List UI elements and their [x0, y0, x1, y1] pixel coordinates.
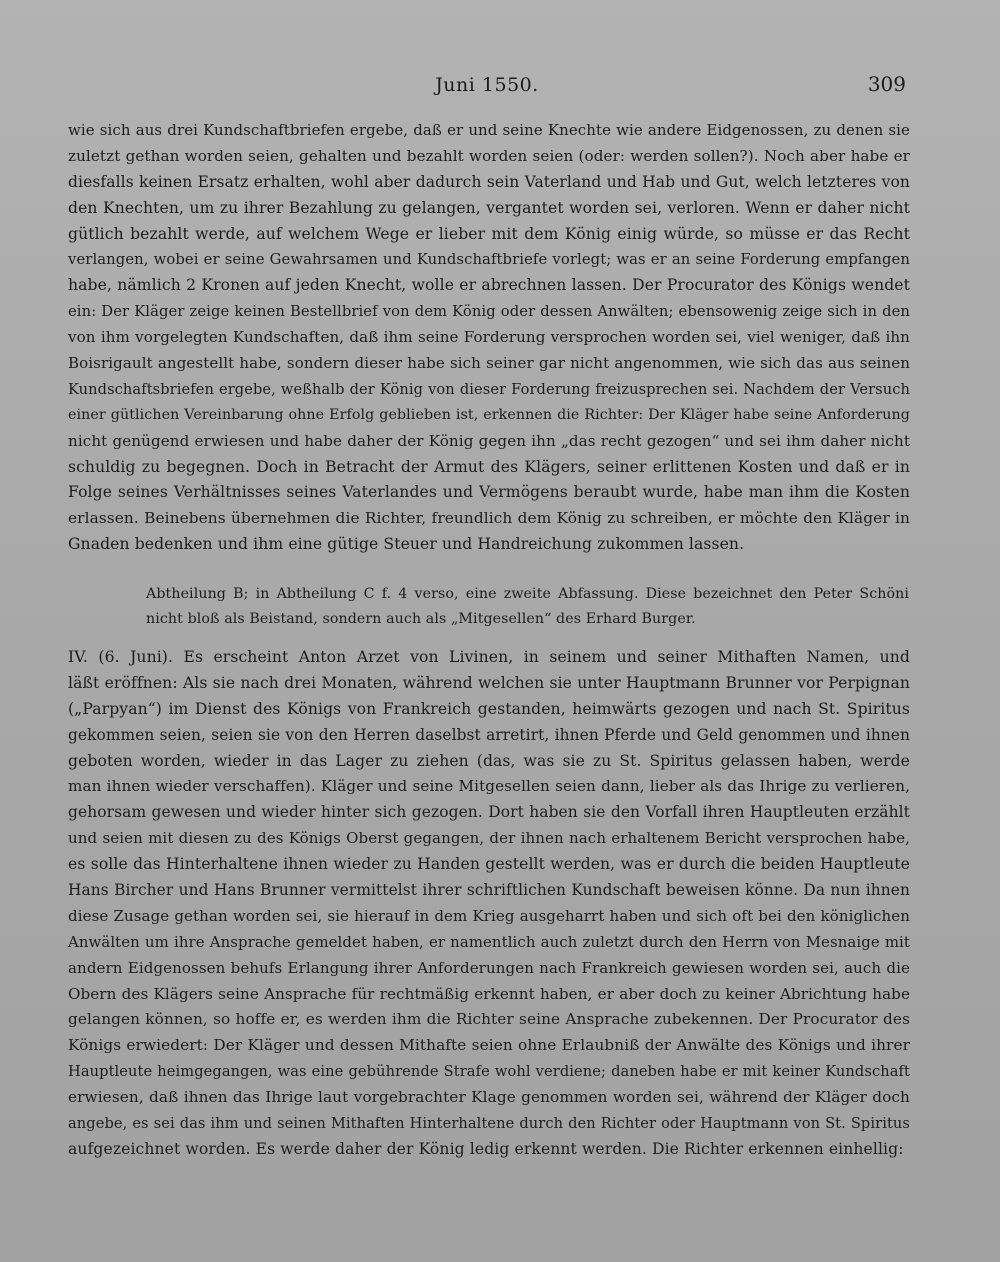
- text-line: aufgezeichnet worden. Es werde daher der König ledig erkennt werden. Die Richter erkennen einhellig:: [68, 1139, 904, 1158]
- page-number: 309: [867, 72, 906, 96]
- text-line: Abtheilung B; in Abtheilung C f. 4 verso, eine zweite Abfassung. Diese bezeichnet den Peter Schöni: [146, 586, 909, 602]
- text-line: Kundschaftsbriefen ergebe, weßhalb der König von dieser Forderung freizusprechen sei. Nachdem der Versuch: [68, 380, 910, 398]
- text-line: ein: Der Kläger zeige keinen Bestellbrief von dem König oder dessen Anwälten; ebensowenig zeige sich in den: [68, 303, 910, 321]
- text-line: zuletzt gethan worden seien, gehalten und bezahlt worden seien (oder: werden sollen?). Noch aber habe er: [68, 146, 910, 165]
- text-line: von ihm vorgelegten Kundschaften, daß ihm seine Forderung versprochen worden sei, viel weniger, daß ihn: [68, 328, 910, 347]
- text-line: gehorsam gewesen und wieder hinter sich gezogen. Dort haben sie den Vorfall ihren Hauptleuten erzählt: [68, 803, 910, 822]
- text-line: Hans Bircher und Hans Brunner vermittelst ihrer schriftlichen Kundschaft beweisen könne. Da nun ihnen: [68, 881, 910, 900]
- paragraph-continuation: [68, 118, 910, 558]
- text-line: erwiesen, daß ihnen das Ihrige laut vorgebrachter Klage genommen worden sei, während der Kläger doch: [68, 1088, 910, 1107]
- text-line: Hauptleute heimgegangen, was eine gebührende Strafe wohl verdiene; daneben habe er mit keiner Kundschaft: [68, 1063, 910, 1081]
- text-line: Folge seines Verhältnisses seines Vaterlandes und Vermögens beraubt wurde, habe man ihm die Kosten: [68, 483, 910, 502]
- text-line: man ihnen wieder verschaffen). Kläger und seine Mitgesellen seien dann, lieber als das Ihrige zu verlieren,: [68, 777, 910, 796]
- text-line: nicht genügend erwiesen und habe daher der König gegen ihn „das recht gezogen“ und sei ihm daher nicht: [68, 431, 910, 450]
- text-line: es solle das Hinterhaltene ihnen wieder zu Handen gestellt werden, was er durch die beiden Hauptleute: [68, 855, 910, 874]
- text-line: nicht bloß als Beistand, sondern auch als „Mitgesellen“ des Erhard Burger.: [146, 611, 696, 627]
- text-line: einer gütlichen Vereinbarung ohne Erfolg geblieben ist, erkennen die Richter: Der Kläger habe seine Anforderung: [68, 406, 910, 423]
- text-line: den Knechten, um zu ihrer Bezahlung zu gelangen, vergantet worden sei, verloren. Wenn er daher nicht: [68, 198, 910, 217]
- text-line: diese Zusage gethan worden sei, sie hierauf in dem Krieg ausgeharrt haben und sich oft bei den königlichen: [68, 906, 910, 925]
- paragraph-section-iv: [68, 645, 910, 1163]
- running-title: Juni 1550.: [435, 74, 539, 96]
- text-line: erlassen. Beinebens übernehmen die Richter, freundlich dem König zu schreiben, er möchte den Kläger in: [68, 509, 910, 528]
- text-line: Anwälten um ihre Ansprache gemeldet haben, er namentlich auch zuletzt durch den Herrn von Mesnaige mit: [68, 932, 910, 951]
- text-line: gekommen seien, seien sie von den Herren daselbst arretirt, ihnen Pferde und Geld genommen und ihnen: [68, 725, 910, 744]
- text-line: wie sich aus drei Kundschaftbriefen ergebe, daß er und seine Knechte wie andere Eidgenossen, zu denen sie: [68, 121, 910, 139]
- text-line: IV. (6. Juni). Es erscheint Anton Arzet von Livinen, in seinem und seiner Mithaften Namen, und: [68, 648, 910, 666]
- text-line: und seien mit diesen zu des Königs Oberst gegangen, der ihnen nach erhaltenem Bericht versprochen habe,: [68, 829, 910, 848]
- text-line: Boisrigault angestellt habe, sondern dieser habe sich seiner gar nicht angenommen, wie sich das aus seinen: [68, 354, 910, 373]
- text-line: andern Eidgenossen behufs Erlangung ihrer Anforderungen nach Frankreich gewiesen worden sei, auch die: [68, 958, 910, 977]
- text-line: („Parpyan“) im Dienst des Königs von Frankreich gestanden, heimwärts gezogen und nach St. Spiritus: [68, 699, 910, 718]
- text-line: Gnaden bedenken und ihm eine gütige Steuer und Handreichung zukommen lassen.: [68, 535, 745, 554]
- text-line: angebe, es sei das ihm und seinen Mithaften Hinterhaltene durch den Richter oder Hauptmann von St. Spiritus: [68, 1115, 910, 1133]
- text-line: gütlich bezahlt werde, auf welchem Wege er lieber mit dem König einig würde, so müsse er das Recht: [68, 224, 910, 243]
- text-line: geboten worden, wieder in das Lager zu ziehen (das, was sie zu St. Spiritus gelassen haben, werde: [68, 751, 910, 770]
- footnote-paragraph: [146, 582, 909, 632]
- text-line: habe, nämlich 2 Kronen auf jeden Knecht, wolle er abrechnen lassen. Der Procurator des Königs wendet: [68, 276, 910, 295]
- page-header: [68, 74, 906, 104]
- text-line: verlangen, wobei er seine Gewahrsamen und Kundschaftbriefe vorlegt; was er an seine Forderung empfangen: [68, 251, 910, 269]
- text-line: schuldig zu begegnen. Doch in Betracht der Armut des Klägers, seiner erlittenen Kosten und daß er in: [68, 457, 910, 476]
- text-line: gelangen können, so hoffe er, es werden ihm die Richter seine Ansprache zubekennen. Der Procurator des: [68, 1010, 910, 1029]
- text-line: läßt eröffnen: Als sie nach drei Monaten, während welchen sie unter Hauptmann Brunner vor Perpignan: [68, 673, 910, 692]
- text-line: Obern des Klägers seine Ansprache für rechtmäßig erkennt haben, er aber doch zu keiner Abrichtung habe: [68, 984, 910, 1003]
- text-line: Königs erwiedert: Der Kläger und dessen Mithafte seien ohne Erlaubniß der Anwälte des Königs und ihrer: [68, 1036, 910, 1055]
- text-line: diesfalls keinen Ersatz erhalten, wohl aber dadurch sein Vaterland und Hab und Gut, welch letzteres von: [68, 172, 910, 191]
